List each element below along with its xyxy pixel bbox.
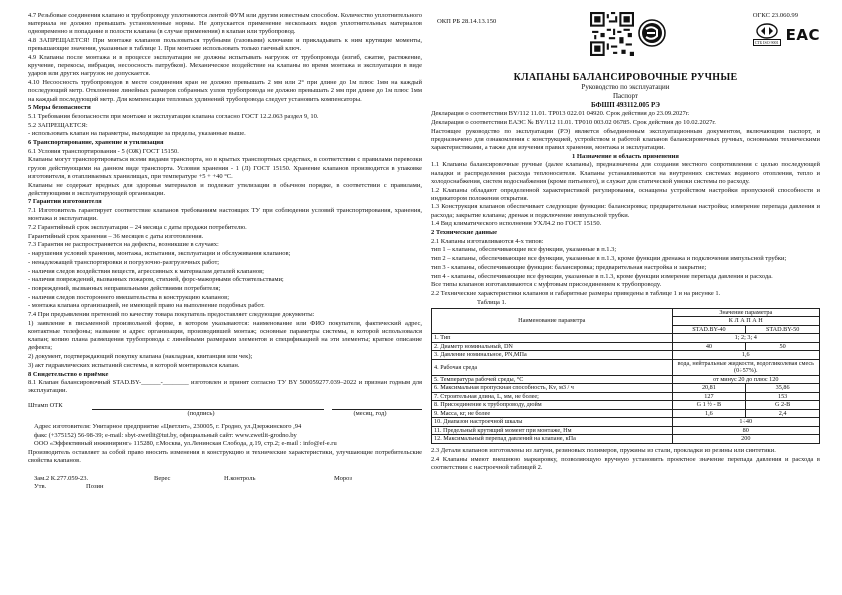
section-5-title: 5 Меры безопасности [28, 104, 91, 112]
paragraph-7-3: 7.3 Гарантия не распространяется на дефекты, возникшие в случаях: [28, 241, 219, 249]
table-cell-name: 2. Диаметр номинальный, DN [432, 342, 673, 351]
table-row [432, 435, 820, 444]
dealer-address: ООО «Эффективный инжиниринг» 115280, г.Москва, ул.Ленинская Слобода, д.19, стр.2; e-mail : info@ef-e.ru [34, 440, 337, 448]
table-row [432, 426, 820, 435]
table-cell-value: 1÷40 [672, 418, 819, 427]
paragraph-1-1: 1.1 Клапаны балансировочные ручные (далее клапаны), предназначены для создания местного сопротивления с целью последующей наладки и распределения расхода теплоносителя. Клапаны устанавливаются на внутренних системах водяного отопления, тепло и холодоснабжения, систем водоснабжения (кроме питьевого), и служат для статической увязки системы по расходу. [431, 161, 820, 185]
section-7-title: 7 Гарантии изготовителя [28, 198, 102, 206]
revision-number: Зам.2 К.277.059-23. [34, 474, 89, 482]
table-cell-value: от минус 20 до плюс 120 [672, 375, 819, 384]
maker-contacts: факс (+375152) 56-98-39; e-mail: sbyt-zwetlit@tut.by, официальный сайт: www.zwetlit-grodno.by [34, 431, 297, 439]
okp-code: ОКП РБ 28.14.13.150 [437, 18, 497, 25]
table-row [432, 375, 820, 384]
table-row [432, 384, 820, 393]
list-item: - повреждений, вызванных неправильными действиями потребителя; [28, 285, 221, 292]
norm-control-label: Н.контроль [224, 474, 256, 482]
stb-logo-icon [756, 23, 778, 39]
paragraph-5-1: 5.1 Требования безопасности при монтаже и эксплуатации клапана согласно ГОСТ 12.2.063 раздел 9, 10. [28, 112, 319, 120]
table-row [432, 342, 820, 351]
paragraph-7-1: 7.1 Изготовитель гарантирует соответствие клапанов требованиям настоящих ТУ при соблюдении условий транспортирования, хранения, монтажа и эксплуатации. [28, 207, 422, 223]
declaration-2: Декларация о соответствии ЕАЭС № BY/112 11.01. ТР010 003.02 06785. Срок действия до 10.02.2027г. [431, 118, 716, 126]
certification-mark-icon [638, 19, 666, 47]
table-cell-name: 9. Масса, кг, не более [432, 409, 673, 418]
type-item: тип 1 – клапаны, обеспечивающие все функции, указанные в п.1.3; [431, 246, 617, 254]
paragraph-4-8: 4.8 ЗАПРЕЩАЕТСЯ! При монтаже клапанов пользоваться трубными (газовыми) ключами и прикладывать к ним крутящие моменты, превышающие значения, указанные в таблице 1. При монтаже использовать только гаечный ключ. [28, 37, 422, 53]
paragraph-4-9: 4.9 Клапаны после монтажа и в процессе эксплуатации не должны испытывать нагрузок от трубопровода (изгиб, сжатие, растяжение, кручение, перекосы, вибрация, несоосность патрубков). Механическое воздействие на клапаны во время монтажа и эксплуатации в виде ударов или других нагрузок не допускается. [28, 54, 422, 78]
table-cell-value: 200 [672, 435, 819, 444]
stb-iso-label: СТБ ISO 9001 [754, 40, 779, 46]
list-item: - наличия следов постороннего вмешательства в конструкцию клапанов; [28, 293, 230, 301]
list-item: - ненадлежащей транспортировки и погрузочно-разгрузочных работ; [28, 258, 220, 266]
table-cell-value: 127 [672, 392, 746, 401]
document-code: БФШП 493112.005 РЭ [590, 101, 661, 110]
paragraph-2-2: 2.2 Технические характеристики клапанов и габаритные размеры приведены в таблице 1 и на рисунке 1. [431, 289, 721, 297]
header-row [431, 12, 820, 62]
approved-label: Утв. [34, 482, 47, 490]
maker-address: Адрес изготовителя: Унитарное предприятие «Цветлит», 230005, г. Гродно, ул.Дзержинского ,94 [34, 423, 302, 431]
paragraph-6-3: Клапаны не содержат вредных для здоровья материалов и подлежат утилизации в обычном порядке, в соответствии с правилами, действующими в эксплуатирующей организации. [28, 181, 422, 197]
table-header-col1: STAD.BY-40 [672, 325, 746, 334]
table-cell-name: 8. Присоединение к трубопроводу, дюйм [432, 401, 673, 410]
section-6-title: 6 Транспортирование, хранение и утилизация [28, 139, 164, 147]
norm-control-name: Мороз [334, 474, 352, 482]
table-cell-name: 6. Максимальная пропускная способность, Kv, м3 / ч [432, 384, 673, 393]
right-column [431, 12, 820, 472]
table-cell-name: 3. Давление номинальное, PN,МПа [432, 351, 673, 360]
paragraph-5-2a: - использовать клапан на параметры, выходящие за пределы, указанные выше. [28, 130, 246, 138]
paragraph-types-all: Все типы клапанов изготавливаются с муфтовым присоединением к трубопроводу. [431, 281, 662, 289]
table-cell-name: 7. Строительная длина, L, мм, не более; [432, 392, 673, 401]
spec-table [431, 308, 820, 444]
table-cell-value: G 1 ½ - B [672, 401, 746, 410]
certification-badges [753, 12, 820, 46]
section-1-title: 1 Назначение и область применения [572, 152, 679, 160]
paragraph-7-4-1: 1) заявление в письменной произвольной форме, в котором указываются: наименование или ФИО покупателя, фактический адрес, контактные телефоны; название и адрес организации, производившей монтаж; основные параметры системы, в которой использовался клапан; копию плана размещения трубопровода с линейными размерами элементов и спецификацией на эти элементы; краткое описание дефекта; [28, 319, 422, 352]
table-cell-value: 153 [746, 392, 820, 401]
table-row [432, 351, 820, 360]
passport-label: Паспорт [613, 92, 638, 101]
table-cell-value: 80 [672, 426, 819, 435]
paragraph-2-3: 2.3 Детали клапанов изготовлены из латуни, резиновых полимеров, пружины из стали, прокладки из резины или синтетики. [431, 446, 776, 454]
qr-code-icon [590, 12, 634, 56]
table-header-value: Значение параметра [672, 308, 819, 317]
section-2-title: 2 Технические данные [431, 229, 497, 237]
stb-iso-badge [753, 23, 781, 46]
table-cell-value: 40 [672, 342, 746, 351]
table-cell-name: 4. Рабочая среда [432, 359, 673, 375]
table-header-col2: STAD.BY-50 [746, 325, 820, 334]
list-item: - наличия повреждений, вызванных пожаром, стихией, форс-мажорными обстоятельствами; [28, 276, 284, 284]
table-cell-name: 11. Предельный крутящий момент при монтаже, Нм [432, 426, 673, 435]
revision-author: Верес [154, 474, 171, 482]
otks-code: ОГКС 23.060.99 [752, 12, 798, 19]
paragraph-2-4: 2.4 Клапаны имеют внешнюю маркировку, позволяющую вручную установить проектное значение перепада давления и расхода в соответствии с настроечной таблицей 2. [431, 455, 820, 471]
paragraph-6-1: 6.1 Условия транспортирования - 5 (ОЖ) ГОСТ 15150. [28, 147, 179, 155]
eac-mark-icon: ЕАС [785, 25, 820, 44]
list-item: - наличия следов воздействия веществ, агрессивных к материалам деталей клапанов; [28, 267, 264, 275]
logo-group [590, 12, 666, 56]
table-header-name: Наименование параметра [432, 308, 673, 334]
table-cell-name: 1. Тип [432, 334, 673, 343]
date-caption: (месяц, год) [353, 409, 387, 417]
stamp-row [28, 402, 422, 410]
table-cell-value: 35,86 [746, 384, 820, 393]
table-row [432, 334, 820, 343]
paragraph-7-4-2: 2) документ, подтверждающий покупку клапана (накладная, квитанция или чек); [28, 353, 253, 361]
paragraph-7-2: 7.2 Гарантийный срок эксплуатации – 24 месяца с даты продажи потребителю. [28, 224, 247, 232]
change-notice: Производитель оставляет за собой право вносить изменения в конструкцию и технические характеристики, улучшающие потребительские свойства клапанов. [28, 449, 422, 465]
paragraph-4-10: 4.10 Несоосность трубопроводов в месте соединения кран не должно превышать 2 мм или 2° при длине до 1м плюс 1мм на каждый последующий метр. Отклонение линейных размеров собранных узлов трубопровода не должно превышать 2 мм при длине до 1м плюс 1мм на каждый последующий метр. Для компенсации тепловых удлинений трубопровода следует установить компенсаторы. [28, 79, 422, 103]
type-item: тип 4 - клапаны, обеспечивающие все функции, указанные в п.1.3, кроме функции измерение перепада давления и расхода. [431, 272, 773, 280]
paragraph-7-4: 7.4 При предъявлении претензий по качеству товара покупатель предоставляет следующие документы: [28, 311, 315, 319]
table-caption: Таблица 1. [477, 298, 507, 306]
revision-row [28, 475, 422, 483]
intro-paragraph: Настоящее руководство по эксплуатации (РЭ) является объединенным эксплуатационным документом, включающим паспорт, и предназначено для ознакомления с конструкцией, устройством и работой клапанов балансировочных ручных, основными техническими характеристиками, а также для изучения правил хранения, монтажа и эксплуатации. [431, 127, 820, 152]
declaration-1: Декларация о соответствии BY/112 11.01. ТР013 022.01 04920. Срок действия до 23.09.2027г. [431, 110, 690, 118]
table-header-klapan: К Л А П А Н [672, 317, 819, 326]
table-cell-value: 50 [746, 342, 820, 351]
section-8-title: 8 Свидетельство о приёмке [28, 370, 109, 378]
list-item: - монтажа клапана организацией, не имеющей право на выполнение подобных работ. [28, 302, 265, 310]
table-header-row [432, 308, 820, 317]
type-item: тип 3 - клапаны, обеспечивающие функции: балансировка; предварительная настройка и закрытие; [431, 263, 707, 271]
table-cell-name: 12. Максимальный перепад давлений на клапане, кПа [432, 435, 673, 444]
table-cell-value: 20,81 [672, 384, 746, 393]
table-row [432, 418, 820, 427]
paragraph-8-1: 8.1 Клапан балансировочный STAD.BY-______-________ изготовлен и принят согласно ТУ BY 500059277.039–2022 и признан годным для эксплуатации. [28, 379, 422, 395]
table-row [432, 401, 820, 410]
paragraph-1-4: 1.4 Вид климатического исполнения УХЛ4.2 по ГОСТ 15150. [431, 220, 602, 228]
table-cell-value: 1; 2; 3; 4 [672, 334, 819, 343]
table-cell-value: 2,4 [746, 409, 820, 418]
paragraph-1-3: 1.3 Конструкция клапанов обеспечивает следующие функции: балансировка; предварительная настройка; измерение перепада давления и расхода; закрытие клапана; дренаж и подключение импульсной трубки. [431, 203, 820, 219]
table-cell-value: G 2-B [746, 401, 820, 410]
paragraph-6-2: Клапаны могут транспортироваться всеми видами транспорта, но в крытых транспортных средствах, в соответствии с правилами перевозки грузов действующими на данном виде транспорта. Условия хранения - 1 (Л) ГОСТ 15150. Хранение клапанов производится в упаковке изготовителя, в отапливаемых хранилищах, при температуре +5 + +40 °С. [28, 156, 422, 180]
approved-name: Позин [86, 482, 104, 490]
paragraph-5-2: 5.2 ЗАПРЕЩАЕТСЯ: [28, 121, 88, 129]
approval-row [28, 483, 422, 491]
paragraph-2-1: 2.1 Клапаны изготавливаются 4-х типов: [431, 237, 544, 245]
document-title: КЛАПАНЫ БАЛАНСИРОВОЧНЫЕ РУЧНЫЕ [513, 72, 738, 83]
stamp-captions [28, 410, 422, 418]
table-row [432, 409, 820, 418]
table-cell-name: 5. Температура рабочей среды, °С [432, 375, 673, 384]
left-column [28, 12, 422, 491]
table-cell-value: вода, нейтральные жидкости, водогликолевая смесь (0÷57%). [672, 359, 819, 375]
manual-label: Руководство по эксплуатации [581, 83, 670, 92]
paragraph-7-4-3: 3) акт гидравлических испытаний системы, в которой монтировался клапан. [28, 361, 240, 369]
table-cell-value: 1,6 [672, 351, 819, 360]
badge-row [753, 23, 820, 46]
paragraph-4-7: 4.7 Резьбовые соединения клапано и трубопроводу уплотняются лентой ФУМ или другим известным способом. Количество уплотнительного материала не должно превышать установленные нормы. Не допускается применение нескольких видов уплотнительных материалов одновременно и попадание в полости клапана (в случае применения) в клапан или трубопровод. [28, 12, 422, 36]
table-row [432, 359, 820, 375]
paragraph-1-2: 1.2 Клапаны обладают определенной характеристикой регулирования, оснащены устройством настройки пропускной способности и индикатором положения открытия. [431, 186, 820, 202]
table-cell-name: 10. Диапазон настроечной шкалы [432, 418, 673, 427]
table-cell-value: 1,6 [672, 409, 746, 418]
paragraph-7-2b: Гарантийный срок хранения – 36 месяцев с даты изготовления. [28, 232, 204, 240]
table-row [432, 392, 820, 401]
list-item: - нарушения условий хранения, монтажа, испытания, эксплуатации и обслуживания клапанов; [28, 250, 291, 258]
signature-caption: (подпись) [187, 409, 215, 417]
stamp-label: Штамп ОТК [28, 401, 63, 409]
type-item: тип 2 – клапаны, обеспечивающие все функции, указанные в п.1.3, кроме функции дренажа и подключения импульсной трубки; [431, 255, 787, 263]
